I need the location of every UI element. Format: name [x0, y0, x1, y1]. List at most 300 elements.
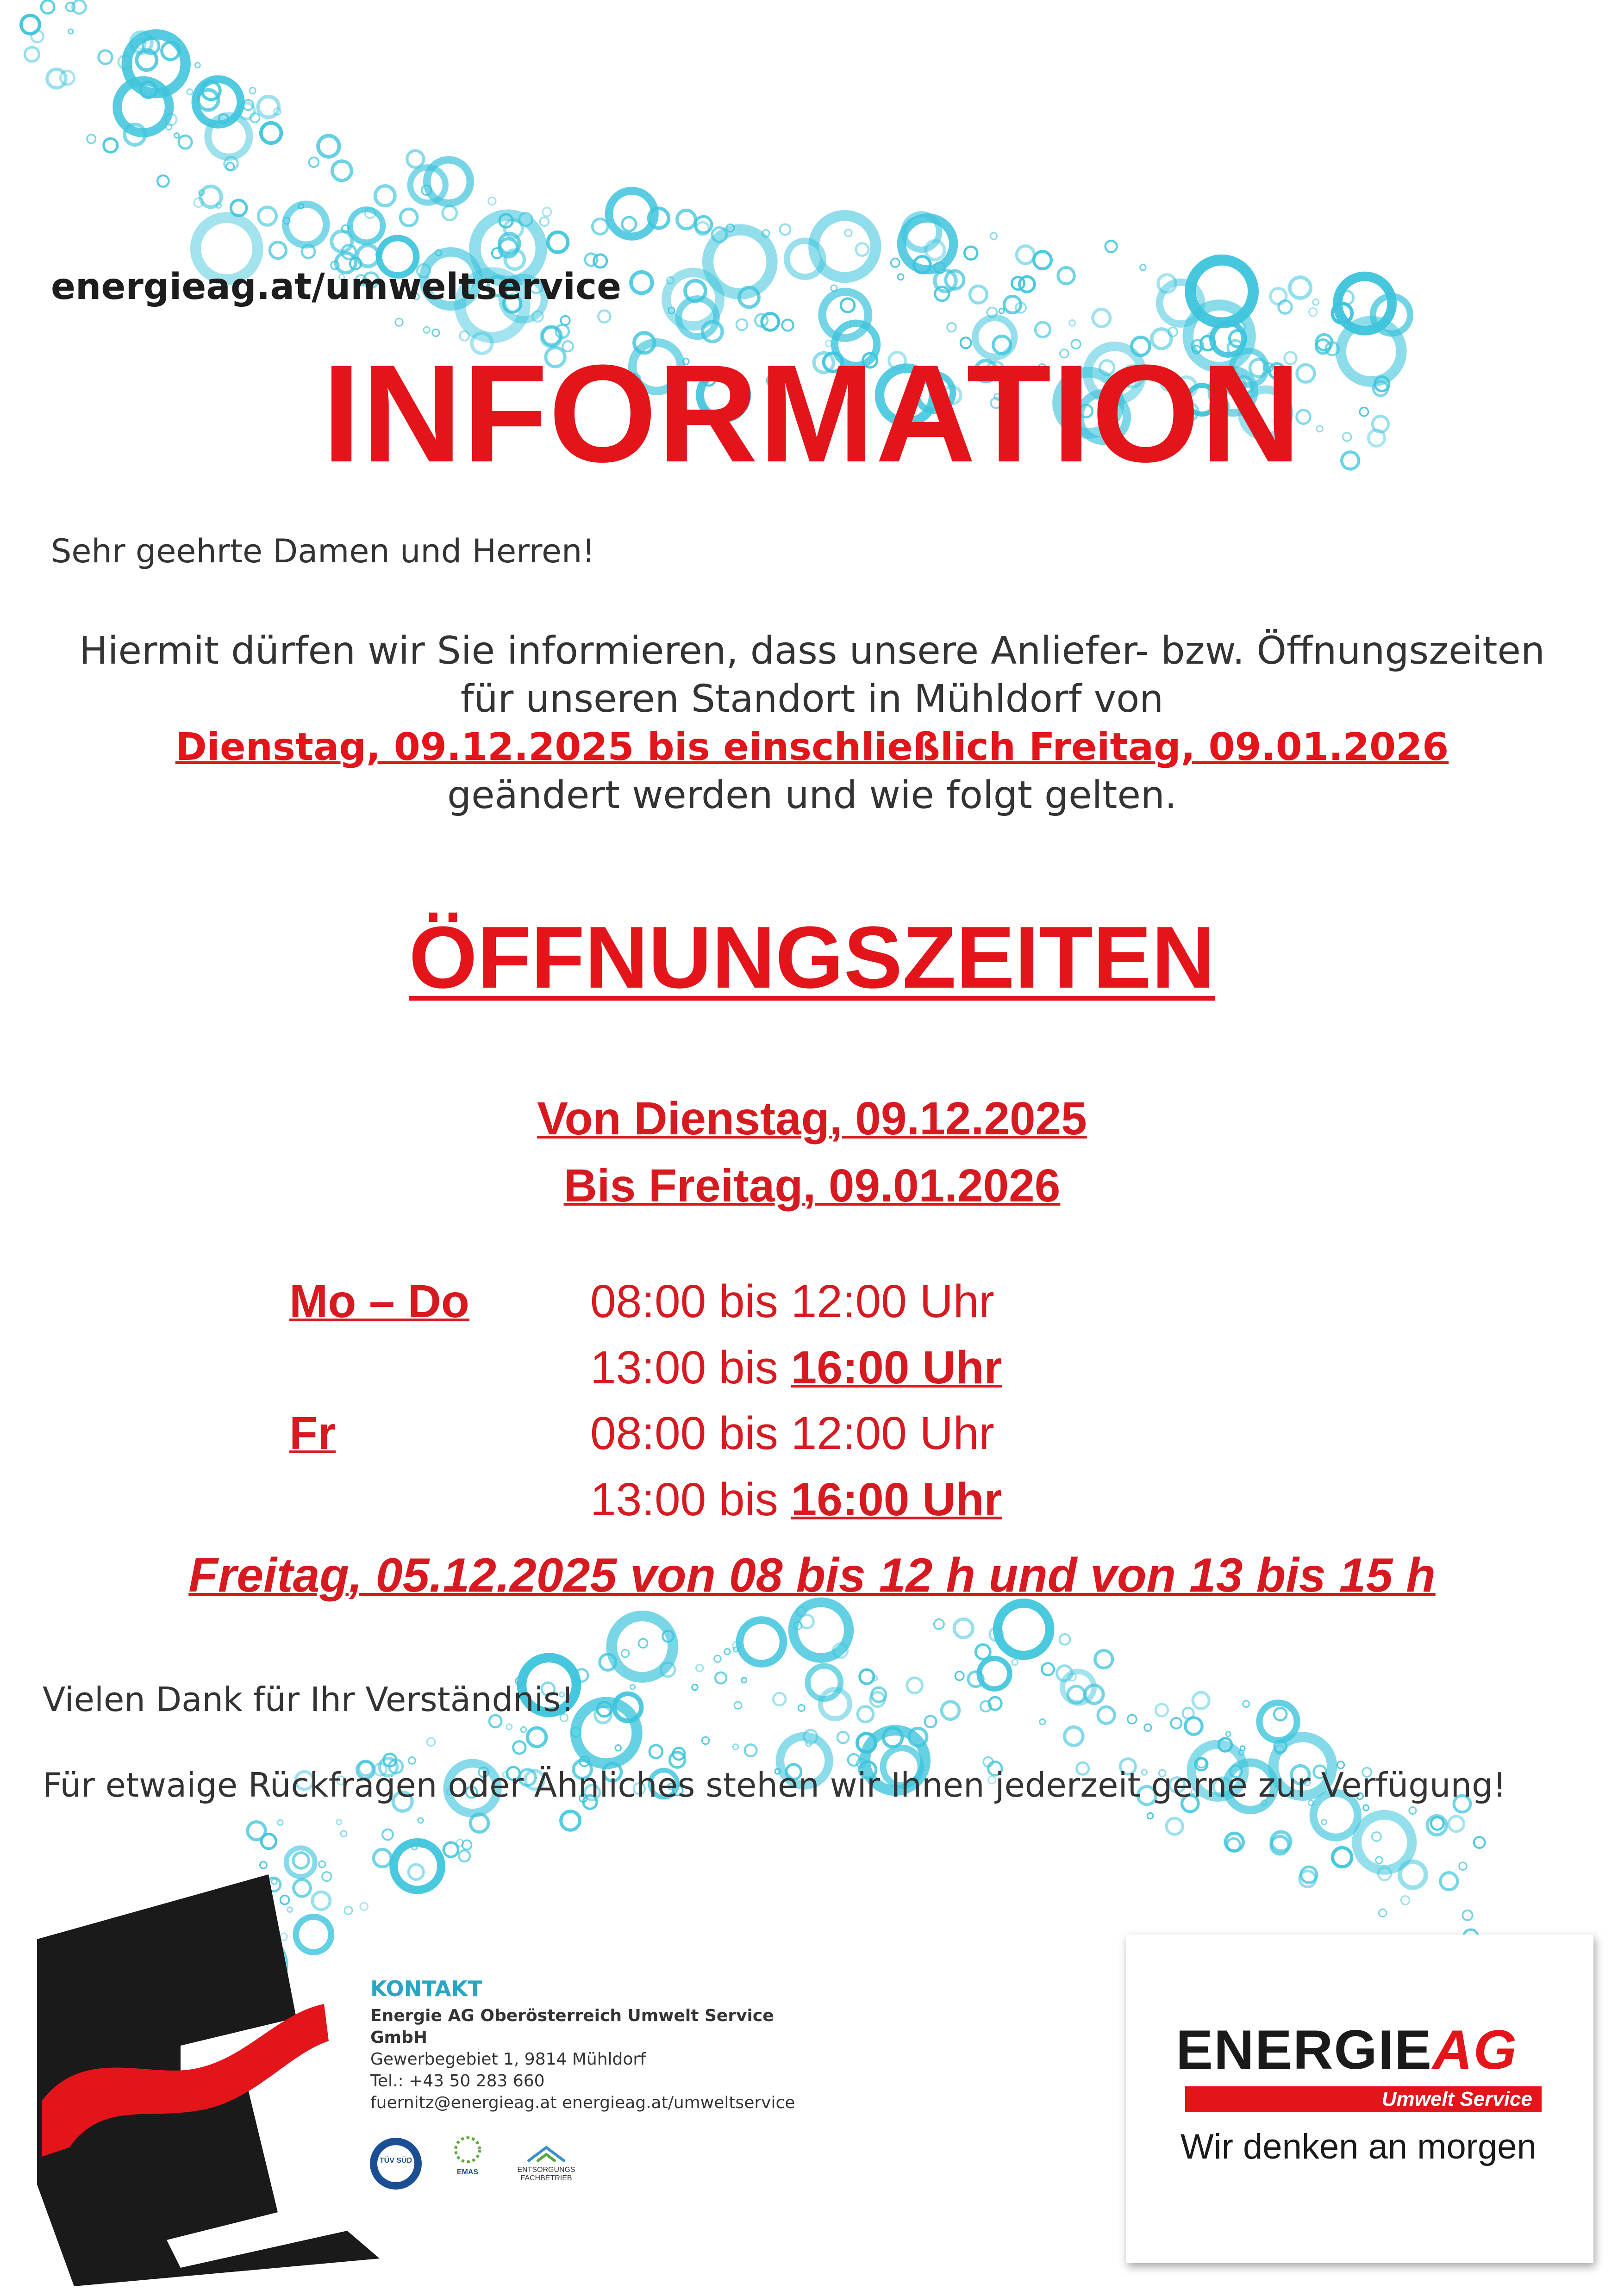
bubble	[955, 1672, 964, 1680]
bubble	[1065, 1727, 1083, 1746]
bubble	[136, 39, 146, 49]
bubble	[506, 1724, 512, 1730]
bubble	[981, 1701, 991, 1711]
bubble	[1279, 300, 1292, 313]
bubble	[1016, 303, 1026, 313]
bubble	[822, 292, 868, 338]
bubble	[737, 319, 748, 330]
bubble	[1301, 1867, 1317, 1883]
bubble	[1431, 1817, 1443, 1830]
bubble	[443, 206, 456, 220]
bubble	[954, 1619, 973, 1637]
bubble	[443, 1842, 458, 1857]
bubble	[1227, 1838, 1240, 1851]
contact-heading: KONTAKT	[370, 1976, 482, 2001]
bubble	[127, 34, 186, 93]
bubble	[1440, 1873, 1457, 1890]
bubble	[262, 1834, 276, 1849]
bubble	[925, 1716, 937, 1727]
bubble	[342, 245, 356, 259]
time-end: 16:00 Uhr	[791, 1342, 1002, 1394]
bubble	[1274, 1741, 1287, 1753]
bubble	[41, 0, 54, 13]
bubble	[1225, 1833, 1243, 1851]
bubble	[1271, 1836, 1289, 1854]
bubble	[856, 243, 868, 255]
bubble	[357, 245, 378, 266]
bubble	[418, 1818, 423, 1823]
bubble	[286, 204, 326, 245]
bubble	[571, 1728, 581, 1737]
bubble	[990, 1628, 1003, 1641]
bubble	[804, 1730, 817, 1743]
bubble	[1378, 1867, 1391, 1880]
bubble	[208, 116, 250, 157]
bubble	[202, 81, 220, 100]
bubble	[585, 254, 598, 266]
bubble	[1062, 1672, 1094, 1703]
bubble	[231, 200, 247, 216]
bubble	[540, 217, 549, 226]
page-title: INFORMATION	[322, 336, 1302, 491]
bubble	[650, 1745, 662, 1758]
bubble	[780, 224, 790, 235]
bubble	[519, 213, 532, 226]
bubble	[400, 209, 417, 226]
bubble	[845, 230, 852, 236]
bubble	[1373, 296, 1410, 333]
bubble	[1183, 1708, 1194, 1719]
bubble	[258, 97, 279, 118]
intro-line-4: geändert werden und wie folgt gelten.	[447, 773, 1177, 817]
bubble	[409, 1757, 416, 1764]
bubble	[831, 285, 837, 291]
bubble	[332, 161, 352, 180]
bubble	[1034, 251, 1051, 269]
contact-email-web[interactable]: fuernitz@energieag.at energieag.at/umweltservice	[370, 2093, 795, 2112]
bubble	[580, 1757, 589, 1767]
umwelt-service-label: Umwelt Service	[1381, 2088, 1532, 2110]
bubble	[679, 299, 717, 336]
contact-phone[interactable]: Tel.: +43 50 283 660	[370, 2072, 545, 2091]
bubble	[162, 42, 179, 60]
bubble	[714, 1655, 721, 1662]
bubble	[1226, 1732, 1230, 1736]
bubble	[755, 314, 768, 327]
bubble	[1239, 1750, 1243, 1755]
bubble	[695, 217, 712, 233]
time-mo-do-morning: 08:00 bis 12:00 Uhr	[590, 1276, 994, 1327]
bubble	[696, 1664, 703, 1671]
bubble	[462, 1840, 471, 1849]
bubble	[532, 311, 543, 322]
bubble	[987, 307, 997, 317]
bubble	[1193, 1692, 1209, 1709]
contact-address: Gewerbegebiet 1, 9814 Mühldorf	[370, 2050, 646, 2069]
bubble	[47, 69, 66, 88]
bubble	[696, 222, 709, 235]
bubble	[140, 82, 156, 98]
bubble	[733, 1647, 738, 1652]
bubble	[561, 1811, 580, 1830]
emas-badge-label: EMAS	[456, 2168, 479, 2176]
bubble	[662, 1631, 674, 1642]
bubble	[597, 1702, 612, 1717]
bubble	[427, 160, 470, 203]
bubble	[165, 114, 176, 125]
bubble	[902, 218, 954, 270]
bubble	[631, 272, 652, 293]
bubble	[798, 1705, 805, 1711]
bubble	[499, 239, 517, 257]
company-name-cont: GmbH	[370, 2028, 427, 2047]
bubble	[870, 1692, 885, 1706]
bubble	[857, 1734, 876, 1752]
bubble	[195, 62, 200, 68]
period-to: Bis Freitag, 09.01.2026	[563, 1160, 1061, 1212]
bubble	[622, 217, 636, 231]
bubble	[422, 186, 431, 195]
bubble	[527, 1728, 546, 1746]
bubble	[548, 232, 568, 252]
bubble	[299, 204, 304, 209]
time-end: 16:00 Uhr	[791, 1474, 1002, 1525]
bubble	[1462, 1910, 1472, 1920]
bubble	[725, 1649, 730, 1654]
bubble	[600, 1654, 616, 1670]
bubble	[898, 274, 904, 280]
bubble	[630, 1685, 635, 1689]
bubble	[395, 318, 403, 326]
bubble	[1333, 1848, 1352, 1867]
bubble	[787, 241, 823, 277]
bubble	[872, 1675, 877, 1680]
bubble	[848, 1754, 860, 1766]
bubble	[1068, 1673, 1076, 1681]
bubble	[258, 207, 276, 225]
bubble	[1240, 1746, 1245, 1751]
bubble	[198, 90, 219, 110]
time-fr-morning: 08:00 bis 12:00 Uhr	[590, 1407, 994, 1459]
bubble	[639, 1639, 648, 1648]
bubble	[726, 224, 734, 232]
bubble	[872, 1687, 886, 1702]
bubble	[1309, 308, 1317, 316]
bubble	[964, 247, 977, 260]
bubble	[1140, 265, 1146, 270]
bubble	[69, 29, 73, 34]
bubble	[1401, 1896, 1409, 1904]
bubble	[513, 1741, 525, 1754]
bubble	[1068, 1686, 1085, 1703]
bubble	[1147, 1813, 1153, 1819]
bubble	[575, 1669, 588, 1682]
bubble	[1474, 1837, 1485, 1848]
bubble	[733, 1642, 741, 1649]
bubble	[1144, 1724, 1151, 1731]
bubble	[734, 1702, 742, 1709]
special-day-notice: Freitag, 05.12.2025 von 08 bis 12 h und von 13 bis 15 h	[188, 1549, 1436, 1602]
bubble	[456, 1840, 463, 1847]
bubble	[1093, 309, 1110, 327]
bubble	[436, 250, 441, 255]
website-url[interactable]: energieag.at/umweltservice	[51, 266, 622, 308]
bubble	[1243, 1701, 1249, 1707]
bubble	[1057, 1666, 1072, 1681]
bubble	[248, 1822, 266, 1840]
bubble	[773, 1693, 786, 1705]
bubble	[1095, 1650, 1112, 1668]
intro-line-2: für unseren Standort in Mühldorf von	[460, 677, 1164, 721]
bubble	[226, 162, 234, 170]
bubble	[1357, 1815, 1412, 1870]
bubble	[117, 81, 169, 133]
bubble	[677, 210, 696, 229]
bubble	[200, 187, 221, 207]
bubble	[612, 1616, 673, 1678]
bubble	[733, 1744, 738, 1750]
bubble	[976, 1644, 990, 1659]
bubble	[1376, 1857, 1383, 1864]
bubble	[595, 1707, 611, 1723]
bubble	[331, 231, 352, 251]
bubble	[666, 273, 720, 326]
bubble	[808, 1666, 841, 1699]
bubble	[470, 1814, 488, 1832]
bubble	[270, 242, 286, 258]
entsorgung-badge-label: ENTSORGUNGS FACHBETRIEB	[517, 2166, 575, 2182]
bubble	[668, 307, 675, 313]
bubble	[1290, 277, 1311, 298]
bubble	[968, 1672, 983, 1687]
bubble	[1299, 1871, 1316, 1887]
bubble	[418, 1839, 426, 1847]
bubble	[820, 1689, 849, 1718]
bubble	[175, 133, 179, 138]
bubble	[667, 277, 673, 284]
bubble	[925, 241, 944, 260]
bubble	[609, 191, 655, 236]
bubble	[946, 271, 964, 289]
bubble	[283, 218, 290, 224]
bubble	[500, 214, 512, 227]
bubble	[1128, 1715, 1137, 1724]
bubble	[407, 151, 424, 168]
bubble	[1379, 1909, 1386, 1916]
bubble	[1040, 1719, 1045, 1724]
bubble	[219, 114, 228, 123]
bubble	[692, 1685, 698, 1690]
bubble	[708, 230, 772, 294]
period-from: Von Dienstag, 09.12.2025	[537, 1093, 1087, 1145]
time-start: 13:00 bis	[590, 1474, 791, 1525]
bubble	[598, 311, 610, 323]
bubble	[31, 31, 44, 43]
bubble	[1313, 299, 1319, 305]
bubble	[1372, 1832, 1381, 1841]
energie-e-logo	[28, 1860, 380, 2286]
bubble	[104, 138, 118, 152]
bubble	[673, 1748, 685, 1760]
bubble	[858, 1706, 874, 1722]
bubble	[661, 1662, 675, 1676]
bubble	[1218, 1738, 1231, 1751]
bubble	[1275, 1745, 1284, 1754]
bubble	[194, 198, 203, 207]
bubble	[350, 209, 383, 242]
bubble	[409, 1865, 424, 1879]
bubble	[1012, 1659, 1018, 1665]
bubble	[1012, 277, 1024, 290]
bubble	[797, 1607, 806, 1616]
bubble	[1167, 1818, 1183, 1835]
bubble	[1098, 1707, 1115, 1724]
emas-badge-icon	[442, 2134, 493, 2166]
bubble	[909, 1728, 927, 1746]
bubble	[216, 203, 221, 208]
bubble	[1004, 296, 1021, 313]
bubble	[179, 136, 192, 149]
bubble	[87, 135, 96, 143]
bubble	[492, 248, 502, 258]
bubble	[561, 316, 570, 325]
bubble	[934, 1619, 944, 1629]
bubble	[740, 1620, 783, 1663]
bubble	[375, 186, 395, 206]
bubble	[947, 323, 956, 332]
bubble	[309, 157, 319, 167]
bubble	[1340, 291, 1354, 305]
time-mo-do-afternoon	[590, 1341, 1002, 1394]
bubble	[745, 1744, 757, 1756]
intro-paragraph	[0, 627, 1624, 820]
bubble	[1158, 275, 1176, 292]
bubble	[250, 87, 256, 93]
bubble	[782, 320, 793, 331]
bubble	[195, 79, 241, 124]
day-fr: Fr	[289, 1407, 336, 1459]
bubble	[225, 157, 238, 170]
bubble	[1060, 1634, 1070, 1645]
bubble	[261, 123, 281, 143]
bubble	[989, 1697, 1001, 1710]
bubble	[166, 124, 171, 130]
bubble	[979, 1658, 1010, 1689]
time-start: 13:00 bis	[590, 1342, 791, 1394]
bubble	[837, 1732, 849, 1743]
bubble	[621, 1649, 629, 1657]
bubble	[907, 1678, 922, 1693]
bubble	[274, 108, 281, 115]
bubble	[1069, 320, 1075, 326]
day-mo-do: Mo – Do	[289, 1276, 469, 1327]
bubble	[187, 89, 193, 94]
opening-hours-heading: ÖFFNUNGSZEITEN	[409, 908, 1215, 1007]
bubble	[860, 1669, 874, 1684]
slogan: Wir denken an morgen	[1181, 2127, 1537, 2166]
bubble	[342, 225, 349, 232]
bubble	[341, 1831, 347, 1837]
bubble	[934, 262, 945, 273]
bubble	[1271, 1832, 1291, 1851]
bubble	[942, 1702, 959, 1719]
bubble	[715, 1672, 726, 1683]
bubble	[1332, 304, 1352, 323]
tuv-badge-label: TÜV SÜD	[379, 2157, 412, 2165]
bubble	[883, 1728, 902, 1747]
bubble	[365, 208, 375, 218]
bubble	[521, 1727, 526, 1732]
brand-ag: AG	[1432, 2019, 1518, 2081]
bubble	[1449, 1816, 1464, 1831]
bubble	[1156, 1704, 1168, 1716]
bubble	[243, 100, 253, 110]
bubble	[488, 197, 496, 205]
bubble	[131, 32, 152, 53]
bubble	[814, 216, 876, 278]
bubble	[119, 56, 131, 68]
bubble	[250, 113, 260, 122]
bubble	[1400, 1862, 1426, 1888]
bubble	[199, 190, 204, 195]
energie-ag-wordmark	[1176, 2018, 1518, 2082]
bubble	[904, 214, 939, 249]
bubble	[1409, 1807, 1416, 1814]
bubble	[505, 220, 522, 237]
bubble	[793, 1602, 849, 1658]
bubble	[1237, 323, 1245, 331]
time-fr-afternoon	[590, 1473, 1002, 1526]
bubble	[990, 233, 997, 239]
bubble	[157, 175, 169, 187]
bubble	[1322, 1820, 1327, 1825]
bubble	[21, 15, 40, 34]
bubble	[1190, 260, 1253, 323]
bubble	[412, 1844, 417, 1849]
company-name: Energie AG Oberösterreich Umwelt Service	[370, 2006, 774, 2025]
bubble	[384, 1754, 396, 1766]
bubble	[762, 313, 779, 330]
bubble	[914, 256, 931, 273]
bubble	[833, 1643, 848, 1658]
bubble	[1160, 282, 1202, 324]
bubble	[615, 1745, 621, 1750]
bubble	[806, 1741, 811, 1746]
bubble	[935, 270, 956, 291]
bubble	[427, 1738, 435, 1746]
bubble	[543, 208, 551, 217]
bubble	[800, 1615, 814, 1628]
entsorgung-badge-icon	[509, 2143, 583, 2166]
thanks-text: Vielen Dank für Ihr Verständnis!	[43, 1680, 575, 1719]
bubble	[1459, 1862, 1467, 1870]
bubble	[459, 1850, 470, 1861]
bubble	[143, 38, 159, 54]
bubble	[1019, 277, 1035, 292]
bubble	[702, 1737, 709, 1744]
bubble	[239, 103, 255, 119]
bubble	[794, 1622, 802, 1630]
bubble	[685, 281, 706, 301]
bubble	[66, 3, 75, 12]
contact-offer-text: Für etwaige Rückfragen oder Ähnliches stehen wir Ihnen jederzeit gerne zur Verfügung!	[43, 1766, 1506, 1804]
bubble	[302, 245, 315, 258]
bubble	[337, 1820, 342, 1825]
bubble	[1042, 1663, 1054, 1675]
bubble	[594, 255, 607, 268]
bubble	[424, 327, 430, 333]
bubble	[1085, 1685, 1103, 1703]
